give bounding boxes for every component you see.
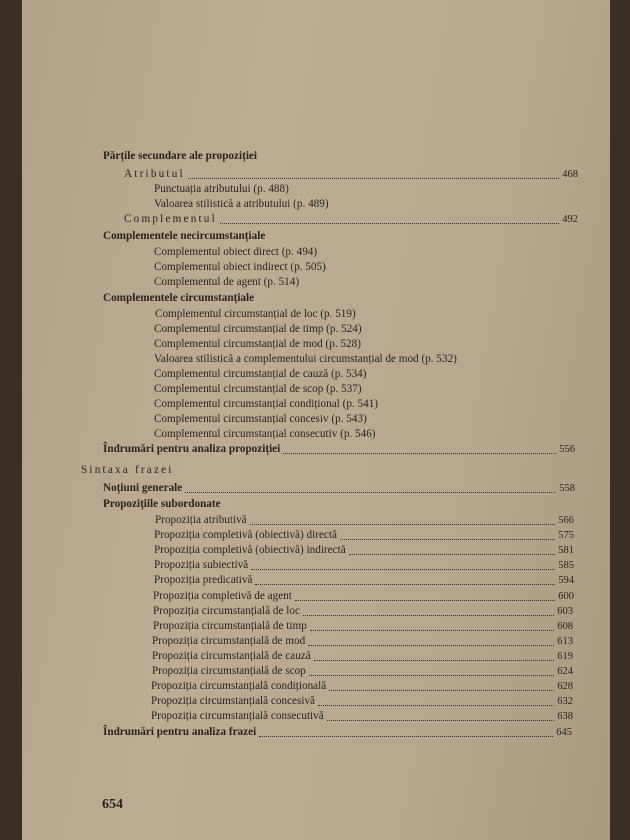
- toc-entry-title: Noțiuni generale: [103, 482, 183, 494]
- toc-entry: [154, 382, 362, 397]
- toc-entry: [153, 619, 573, 634]
- dot-leader: [340, 539, 555, 540]
- toc-entry-title: Propoziția completivă (obiectivă) indirectă: [154, 544, 346, 556]
- toc-entry-page: 638: [557, 711, 573, 722]
- dot-leader: [188, 178, 559, 179]
- toc-entry: [154, 367, 367, 382]
- toc-entry-page: 608: [557, 621, 573, 632]
- toc-entry: [124, 212, 578, 227]
- toc-entry: [154, 427, 376, 442]
- toc-entry-title: Complementul circumstanțial de loc (p. 519): [155, 308, 356, 320]
- toc-entry: [154, 182, 289, 197]
- toc-entry-title: Propoziția circumstanțială condițională: [151, 680, 327, 692]
- toc-entry-page: 575: [558, 530, 574, 541]
- toc-entry: [103, 291, 254, 306]
- toc-entry: [151, 694, 573, 709]
- toc-entry: [154, 543, 574, 558]
- toc-entry: [154, 245, 317, 260]
- dot-leader: [283, 453, 556, 454]
- toc-entry: [154, 197, 329, 212]
- dot-leader: [251, 569, 555, 570]
- toc-entry: [154, 397, 378, 412]
- toc-entry-page: 581: [558, 545, 574, 556]
- toc-entry: [155, 307, 356, 322]
- toc-entry-title: Propoziția circumstanțială de mod: [152, 635, 306, 647]
- toc-entry-page: 645: [556, 727, 572, 738]
- toc-entry-title: Îndrumări pentru analiza propoziției: [103, 443, 281, 455]
- toc-entry-page: 632: [557, 696, 573, 707]
- toc-entry-title: Propoziția predicativă: [154, 574, 253, 586]
- toc-entry-title: Complementul circumstanțial condițional (p. 541): [154, 398, 379, 410]
- dot-leader: [314, 660, 555, 661]
- toc-entry-title: Atributul: [124, 168, 185, 180]
- toc-entry: [103, 229, 265, 244]
- toc-entry-title: Complementul circumstanțial consecutiv (p. 546): [154, 428, 376, 440]
- toc-entry: [103, 149, 257, 164]
- toc-entry: [154, 260, 326, 275]
- toc-entry: [152, 649, 573, 664]
- toc-entry: [154, 573, 574, 588]
- toc-entry-title: Punctuația atributului (p. 488): [154, 183, 289, 195]
- toc-entry-title: Complementul: [124, 213, 217, 225]
- dot-leader: [309, 675, 554, 676]
- toc-entry-title: Propoziția circumstanțială de timp: [153, 620, 307, 632]
- toc-entry-title: Propoziția circumstanțială consecutivă: [151, 710, 324, 722]
- dot-leader: [255, 584, 555, 585]
- toc-entry: [81, 463, 174, 478]
- toc-entry-title: Propoziția atributivă: [155, 514, 247, 526]
- toc-entry: [151, 679, 573, 694]
- dot-leader: [259, 736, 553, 737]
- toc-entry-title: Complementul circumstanțial de mod (p. 528): [154, 338, 361, 350]
- toc-entry-page: 600: [558, 591, 574, 602]
- toc-entry-page: 585: [558, 560, 574, 571]
- toc-entry: [103, 497, 221, 512]
- toc-entry: [103, 725, 572, 740]
- dot-leader: [327, 720, 555, 721]
- toc-entry-title: Complementul obiect indirect (p. 505): [154, 261, 326, 273]
- toc-entry: [103, 442, 575, 457]
- toc-entry-page: 558: [559, 483, 575, 494]
- toc-entry-page: 468: [562, 169, 578, 180]
- toc-entry: [154, 528, 574, 543]
- page-number: 654: [102, 797, 123, 812]
- toc-entry-title: Propoziția circumstanțială concesivă: [151, 695, 316, 707]
- toc-entry-page: 556: [559, 444, 575, 455]
- toc-entry-page: 628: [557, 681, 573, 692]
- toc-entry: [153, 589, 574, 604]
- toc-entry-title: Valoarea stilistică a complementului circumstanțial de mod (p. 532): [154, 353, 457, 365]
- dot-leader: [220, 223, 559, 224]
- toc-entry: [154, 322, 362, 337]
- toc-entry: [151, 709, 573, 724]
- toc-entry: [152, 664, 573, 679]
- dot-leader: [349, 554, 556, 555]
- toc-entry: [154, 337, 361, 352]
- toc-entry: [155, 513, 574, 528]
- toc-entry-title: Propoziția completivă (obiectivă) directă: [154, 529, 337, 541]
- toc-entry-title: Complementele necircumstanțiale: [103, 230, 266, 242]
- toc-entry: [154, 352, 457, 367]
- dot-leader: [295, 600, 555, 601]
- dot-leader: [303, 615, 554, 616]
- toc-entry: [124, 167, 578, 182]
- dot-leader: [329, 690, 554, 691]
- dot-leader: [250, 524, 556, 525]
- dot-leader: [185, 492, 556, 493]
- toc-entry-title: Complementul circumstanțial concesiv (p. 543): [154, 413, 367, 425]
- toc-entry-title: Complementul de agent (p. 514): [154, 276, 300, 288]
- toc-entry-title: Complementul circumstanțial de scop (p. 537): [154, 383, 362, 395]
- toc-entry-title: Sintaxa frazei: [81, 464, 174, 476]
- toc-entry-title: Propozițiile subordonate: [103, 498, 221, 510]
- toc-entry-title: Complementele circumstanțiale: [103, 292, 255, 304]
- toc-entry-title: Propoziția circumstanțială de cauză: [152, 650, 311, 662]
- toc-entry-page: 619: [557, 651, 573, 662]
- toc-entry-title: Propoziția circumstanțială de scop: [152, 665, 306, 677]
- dot-leader: [310, 630, 554, 631]
- toc-entry-page: 624: [557, 666, 573, 677]
- dot-leader: [318, 705, 554, 706]
- toc-entry-title: Propoziția circumstanțială de loc: [153, 605, 300, 617]
- toc-entry: [154, 558, 574, 573]
- dot-leader: [308, 645, 554, 646]
- toc-entry-title: Propoziția completivă de agent: [153, 590, 292, 602]
- toc-entry-page: 594: [558, 575, 574, 586]
- toc-entry-page: 492: [562, 214, 578, 225]
- toc-entry-title: Îndrumări pentru analiza frazei: [103, 726, 257, 738]
- toc-entry: [153, 604, 573, 619]
- toc-entry: [103, 481, 575, 496]
- toc-entry-title: Complementul circumstanțial de cauză (p. 534): [154, 368, 367, 380]
- toc-entry-page: 566: [558, 515, 574, 526]
- toc-entry-page: 603: [557, 606, 573, 617]
- toc-entry-title: Propoziția subiectivă: [154, 559, 249, 571]
- toc-entry: [152, 634, 573, 649]
- toc-entry: [154, 412, 367, 427]
- toc-entry-title: Complementul circumstanțial de timp (p. 524): [154, 323, 362, 335]
- toc-entry: [154, 275, 299, 290]
- toc-entry-title: Complementul obiect direct (p. 494): [154, 246, 318, 258]
- toc-entry-page: 613: [557, 636, 573, 647]
- toc-entry-title: Părțile secundare ale propoziției: [103, 150, 258, 162]
- book-page: [22, 0, 610, 840]
- toc-entry-title: Valoarea stilistică a atributului (p. 489): [154, 198, 329, 210]
